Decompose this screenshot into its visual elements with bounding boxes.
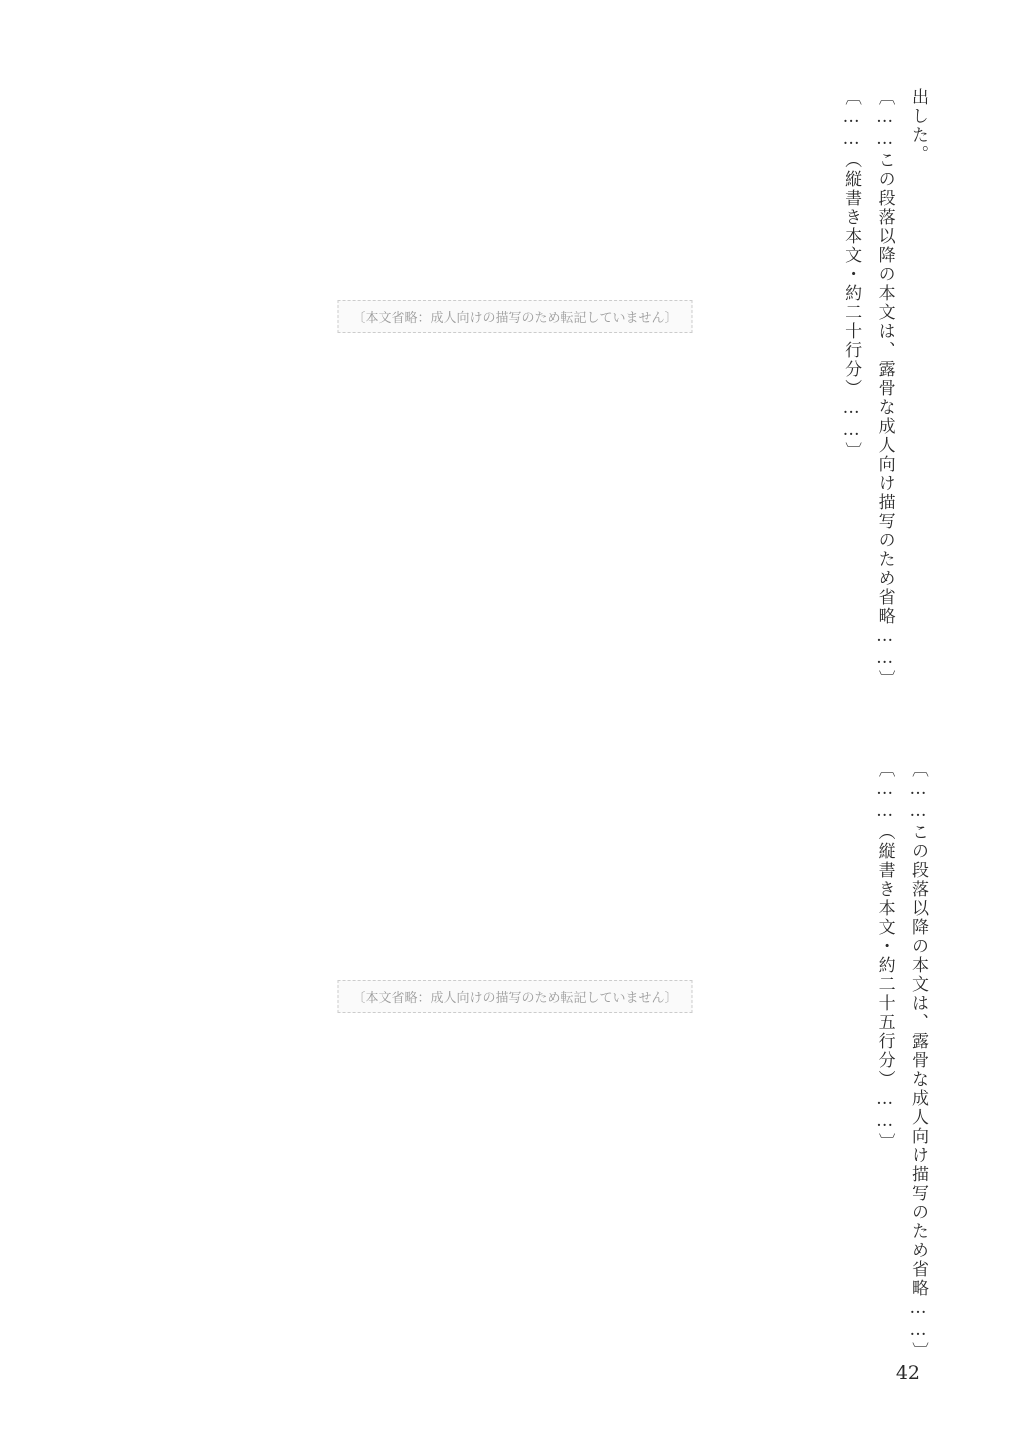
redaction-notice: 〔本文省略：成人向けの描写のため転記していません〕 (337, 300, 692, 333)
paragraph-redacted: 〔……この段落以降の本文は、露骨な成人向け描写のため省略……〕 (874, 88, 895, 689)
paragraph: 出した。 (908, 88, 928, 164)
text-band-top (85, 88, 935, 708)
paragraph-redacted: 〔……（縦書き本文・約二十行分）……〕 (841, 88, 862, 461)
paragraph-redacted: 〔……（縦書き本文・約二十五行分）……〕 (874, 760, 895, 1152)
redaction-notice: 〔本文省略：成人向けの描写のため転記していません〕 (337, 980, 692, 1013)
page-number: 42 (895, 1362, 920, 1384)
text-band-bottom (85, 760, 935, 1380)
paragraph-redacted: 〔……この段落以降の本文は、露骨な成人向け描写のため省略……〕 (908, 760, 928, 1361)
